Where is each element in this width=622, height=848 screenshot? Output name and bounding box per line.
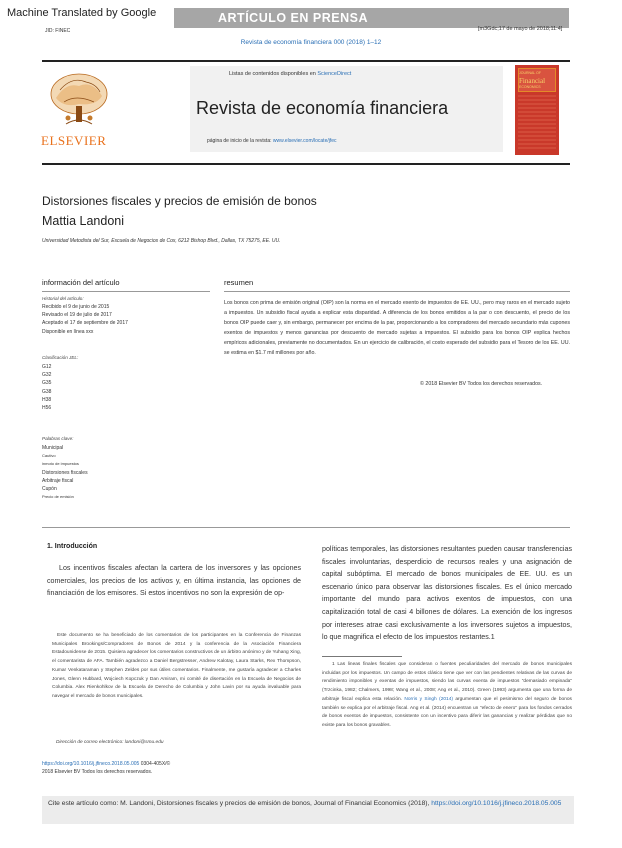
sciencedirect-link[interactable]: ScienceDirect <box>317 71 352 77</box>
abstract-heading: resumen <box>224 278 254 287</box>
contents-availability <box>229 71 351 77</box>
homepage-link[interactable]: www.elsevier.com/locate/jfec <box>272 138 337 144</box>
journal-title: Revista de economía financiera <box>196 98 449 118</box>
keyword: Arbitraje fiscal <box>42 477 74 484</box>
contents-prefix: Listas de contenidos disponibles en <box>229 71 316 77</box>
jel-code: G35 <box>42 380 52 387</box>
header-bottom-rule <box>42 163 570 165</box>
header-top-rule <box>42 60 570 62</box>
jel-code: H38 <box>42 396 52 403</box>
history-label: Historial del artículo: <box>42 296 84 301</box>
cover-line1: JOURNAL OF <box>519 71 542 75</box>
doi-rights: 2018 Elsevier BV Todos los derechos reservados. <box>42 769 153 775</box>
jel-code: H56 <box>42 405 52 412</box>
cover-line2: Financial <box>519 77 546 85</box>
article-history <box>42 296 212 336</box>
footnote-1-citation-link[interactable]: Norris y Singh (2014) <box>404 696 453 702</box>
history-online: Disponible en línea xxx <box>42 328 94 335</box>
keyword: Distorsiones fiscales <box>42 469 88 476</box>
issn: 0304-405X/© <box>140 761 171 767</box>
footnote-rule <box>322 656 402 657</box>
in-press-banner: ARTÍCULO EN PRENSA <box>174 8 569 28</box>
cover-body-pattern <box>518 95 556 151</box>
acknowledgement-footnote: Este documento se ha beneficiado de los comentarios de los participantes en la Conferencia de Finanzas Municipales Brookings/Compradores de Bonos de 2014 y la conferencia de la Asociación Financiera Estadounidense de 2015. Quisiera agradecer los comentarios constructivos de un árbitro anónimo y de Yuhang Xing, el comentarista de AFA. También agradezco a Daniel Bergstresser, Andrew Kalotay, Laura Starks, Rex Thompson, Kumar Venkataraman y Stephen Zeldes por sus útiles comentarios. Finalmente, me gustaría agradecer a Charles Jones, Glenn Hubbard, Wojciech Kopczuk y Dan Amiram, mi comité de disertación en la Escuela de Negocios de Columbia. Alex Rienkohlkov de la Escuela de Derecho de Columbia y John Lavin por su ayuda invaluable para navegar el mercado de bonos municipales. <box>52 633 301 699</box>
author-email[interactable]: Dirección de correo electrónico: landoni@smu.edu <box>56 740 164 745</box>
journal-homepage <box>207 138 337 144</box>
journal-id: JID: FINEC <box>45 28 71 34</box>
abstract-copyright: © 2018 Elsevier BV Todos los derechos reservados. <box>420 381 543 387</box>
footnote-1-prefix: 1 Las lineas finales fiscales que consideran o fuentes peculiaridades del mercado de bonos municipales incluidas por los impuestos. Un campo de estos clásico tiene que ver con las pendientes relativas de las curvas de rendimiento imponibles y exentas de impuestos, siendo las curvas exenta de impuestos "demasiado empinada" (Trzcinka, 1982; Chalmers, 1998; Wang et al., 2008; Ang et al., 2010). Green (1993) argumenta que una forma de arbitraje fiscal explica esta relación. <box>322 662 572 702</box>
citation-doi-link[interactable]: https://doi.org/10.1016/j.jfineco.2018.05.005 <box>431 800 562 807</box>
jel-code: G32 <box>42 372 52 379</box>
history-accepted: Aceptado el 17 de septiembre de 2017 <box>42 320 128 327</box>
keyword: Municipal <box>42 445 64 451</box>
citation-text: Cite este artículo como: M. Landoni, Distorsiones fiscales y precios de emisión de bonos, Journal of Financial Economics (2018), <box>48 800 430 807</box>
keywords <box>42 436 212 501</box>
abstract-rule <box>224 291 570 292</box>
citation-band <box>42 796 574 824</box>
doi-block <box>42 760 170 776</box>
journal-cover-thumbnail <box>515 65 559 155</box>
abstract-text: Los bonos con prima de emisión original (OIP) son la norma en el mercado exento de impuestos de EE. UU., pero muy raros en el mercado sujeto a impuestos. Un subsidio fiscal ayuda a explicar esta disparidad. A diferencia de los bonos emitidos a la par o con descuento, el precio de los bonos OIP puede caer y, sin embargo, permanecer por encima de la par, proporcionando a los compradores del mercado secundario más cupones exentos de impuestos y menos ganancias por descuento de mercado sujetas a impuestos. El subsidio para los bonos OIP explica hechos empíricos adicionales, previamente no documentados. En un ejercicio de calibración, el costo esperado del subsidio para el Tesoro de los EE. UU. se estima en $1.7 mil millones por año. <box>224 300 570 357</box>
keyword: Cupón <box>42 486 57 493</box>
article-info-rule <box>42 291 210 292</box>
elsevier-wordmark: ELSEVIER <box>41 133 107 148</box>
jel-code: G12 <box>42 364 52 370</box>
introduction-heading: 1. Introducción <box>47 543 98 550</box>
footnote-1-suffix: argumentan que el pesimismo del seguro de bonos también se explica por el arbitraje fiscal. Ang et al. (2014) encuentran un "efecto de enero" para los fondos cerrados de bonos exentos de impuestos, consistente con un incentivo para diferir las ganancias y realizar pérdidas que no existe para los bonos gravables. <box>322 696 572 728</box>
intro-right-paragraph: políticas temporales, las distorsiones resultantes pueden causar transferencias fiscales involuntarias, desperdicio de recursos reales y una asignación de capital subóptima. El mercado de bonos municipales de EE. UU. es un escenario único para observar las distorsiones fiscales. Es el único mercado importante del mundo para activos exentos de impuestos, con una capitalización total de casi 4 billones de dólares. La exención de los ingresos por intereses atrae casi exclusivamente a los inversores sujetos a impuestos, lo que magnifica el efecto de los impuestos restantes.1 <box>322 545 572 642</box>
author-affiliation: Universidad Metodista del Sur, Escuela de Negocios de Cox, 6212 Bishop Blvd., Dallas, TX 75275, EE. UU. <box>42 238 281 244</box>
keyword: Cautivo <box>42 453 56 459</box>
machine-translated-label: Machine Translated by Google <box>7 7 157 19</box>
keyword: Precio de emisión <box>42 494 74 500</box>
elsevier-tree-logo <box>46 72 112 128</box>
keyword: inmoto de impuestos <box>42 461 79 467</box>
doi-link[interactable]: https://doi.org/10.1016/j.jfineco.2018.05.005 <box>42 761 140 767</box>
article-info-heading: información del artículo <box>42 278 120 287</box>
footnote-1 <box>322 661 572 731</box>
article-title: Distorsiones fiscales y precios de emisión de bonos <box>42 194 317 208</box>
jel-code: G38 <box>42 388 52 395</box>
author-name: Mattia Landoni <box>42 214 125 228</box>
intro-left-paragraph: Los incentivos fiscales afectan la cartera de los inversores y las opciones comerciales, los precios de los activos y, en última instancia, las opciones de financiación de los emisores. Si estos incentivos no son la expresión de op- <box>47 564 301 598</box>
jel-classification <box>42 355 212 412</box>
body-separator-rule <box>42 527 570 528</box>
history-received: Recibido el 9 de junio de 2015 <box>42 304 110 310</box>
homepage-prefix: página de inicio de la revista: <box>207 138 272 144</box>
jel-label: Clasificación JEL: <box>42 355 79 360</box>
journal-citation-line[interactable]: Revista de economía financiera 000 (2018) 1–12 <box>240 39 382 46</box>
article-reference-stamp: [m3Gdc;17 de mayo de 2018;11:4] <box>478 26 563 32</box>
cover-line3: ECONOMICS <box>519 85 541 89</box>
keywords-label: Palabras clave: <box>42 436 74 441</box>
history-revised: Revisado el 19 de julio de 2017 <box>42 312 112 319</box>
